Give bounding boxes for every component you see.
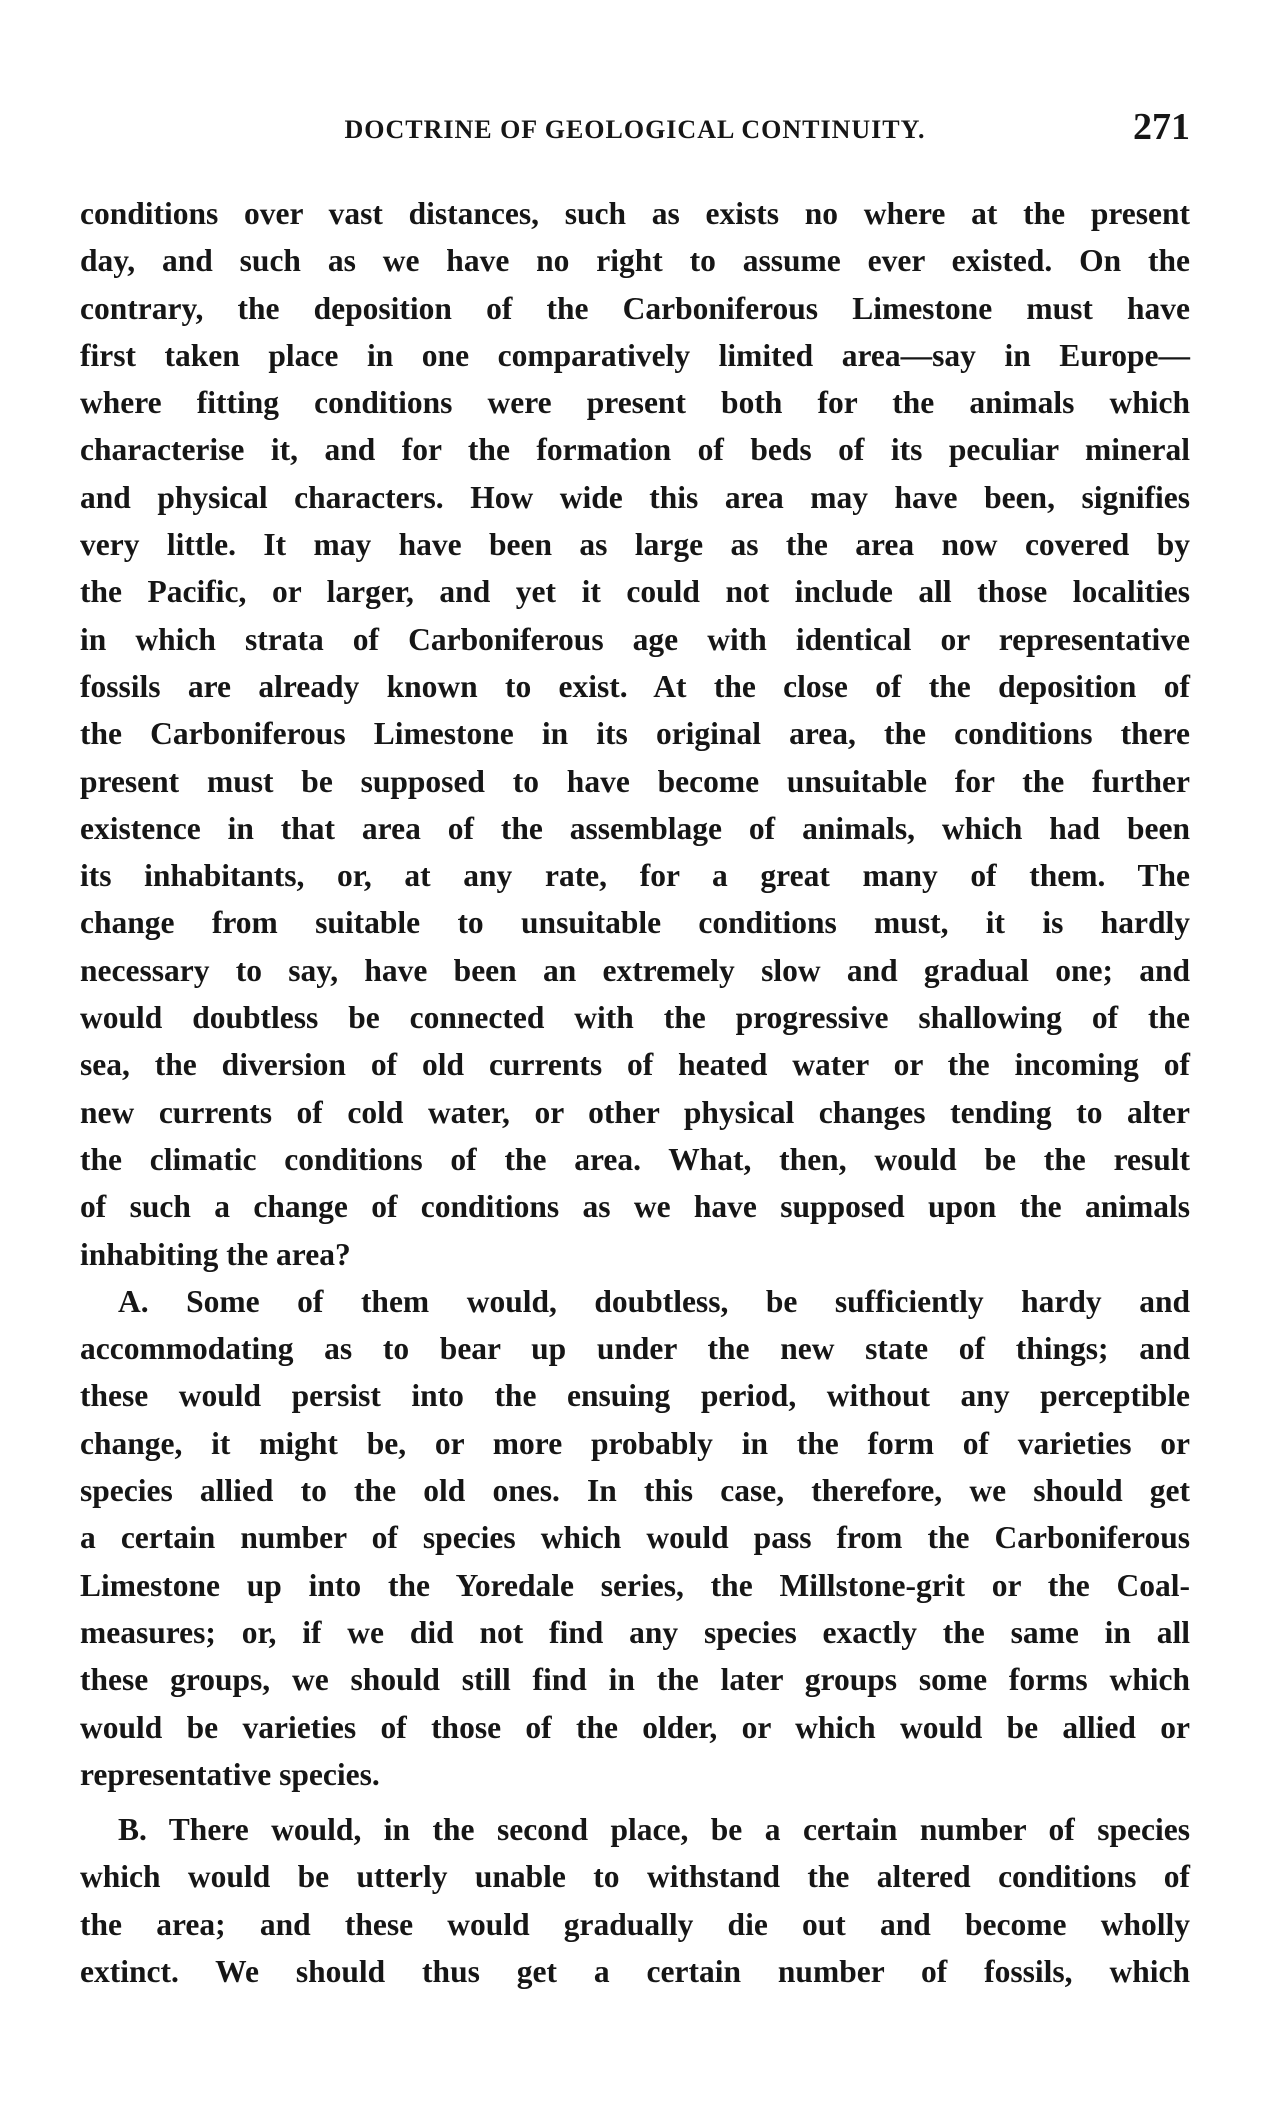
text-line: species allied to the old ones. In this case, therefore, we should get — [80, 1473, 1190, 1509]
text-line: day, and such as we have no right to assume ever existed. On the — [80, 243, 1190, 279]
paragraph-gap — [80, 1798, 1190, 1806]
text-line: which would be utterly unable to withstand the altered conditions of — [80, 1859, 1190, 1895]
running-title: DOCTRINE OF GEOLOGICAL CONTINUITY. — [344, 115, 926, 144]
text-line: the Carboniferous Limestone in its original area, the conditions there — [80, 716, 1190, 752]
text-line: the climatic conditions of the area. What, then, would be the result — [80, 1141, 1190, 1177]
text-line: B. There would, in the second place, be a certain number of species — [118, 1812, 1190, 1848]
text-line: measures; or, if we did not find any species exactly the same in all — [80, 1614, 1190, 1650]
text-line: change, it might be, or more probably in the form of varieties or — [80, 1425, 1190, 1461]
text-line: would be varieties of those of the older, or which would be allied or — [80, 1709, 1190, 1745]
text-line: A. Some of them would, doubtless, be sufficiently hardy and — [118, 1283, 1190, 1319]
text-line: of such a change of conditions as we have supposed upon the animals — [80, 1189, 1190, 1225]
running-head — [80, 105, 1190, 149]
text-line: would doubtless be connected with the progressive shallowing of the — [80, 1000, 1190, 1036]
text-line: present must be supposed to have become unsuitable for the further — [80, 763, 1190, 799]
text-line: very little. It may have been as large as the area now covered by — [80, 527, 1190, 563]
text-line: where fitting conditions were present both for the animals which — [80, 385, 1190, 421]
text-line: sea, the diversion of old currents of heated water or the incoming of — [80, 1047, 1190, 1083]
text-line: a certain number of species which would pass from the Carboniferous — [80, 1520, 1190, 1556]
body-text — [80, 190, 1190, 1995]
text-line: characterise it, and for the formation of beds of its peculiar mineral — [80, 432, 1190, 468]
text-line: in which strata of Carboniferous age with identical or representative — [80, 621, 1190, 657]
text-line: change from suitable to unsuitable conditions must, it is hardly — [80, 905, 1190, 941]
text-line: necessary to say, have been an extremely slow and gradual one; and — [80, 952, 1190, 988]
text-line: these would persist into the ensuing period, without any perceptible — [80, 1378, 1190, 1414]
text-line: conditions over vast distances, such as exists no where at the present — [80, 196, 1190, 231]
text-line: these groups, we should still find in the later groups some forms which — [80, 1662, 1190, 1698]
text-line: the Pacific, or larger, and yet it could not include all those localities — [80, 574, 1190, 610]
text-line: contrary, the deposition of the Carboniferous Limestone must have — [80, 290, 1190, 326]
paragraph-a — [80, 1278, 1190, 1798]
text-line: existence in that area of the assemblage of animals, which had been — [80, 810, 1190, 846]
paragraph-b — [80, 1806, 1190, 1995]
text-line: new currents of cold water, or other physical changes tending to alter — [80, 1094, 1190, 1130]
text-line: its inhabitants, or, at any rate, for a great many of them. The — [80, 858, 1190, 894]
text-line: inhabiting the area? — [80, 1236, 351, 1272]
paragraph-continuation — [80, 190, 1190, 1278]
text-line: fossils are already known to exist. At the close of the deposition of — [80, 668, 1190, 704]
page-number: 271 — [1133, 106, 1190, 148]
text-line: and physical characters. How wide this area may have been, signifies — [80, 479, 1190, 515]
text-line: the area; and these would gradually die out and become wholly — [80, 1906, 1190, 1942]
text-line: Limestone up into the Yoredale series, the Millstone-grit or the Coal- — [80, 1567, 1190, 1603]
text-line: representative species. — [80, 1756, 380, 1792]
text-line: accommodating as to bear up under the new state of things; and — [80, 1331, 1190, 1367]
text-line: first taken place in one comparatively limited area—say in Europe— — [80, 337, 1190, 373]
text-line: extinct. We should thus get a certain number of fossils, which — [80, 1953, 1190, 1989]
